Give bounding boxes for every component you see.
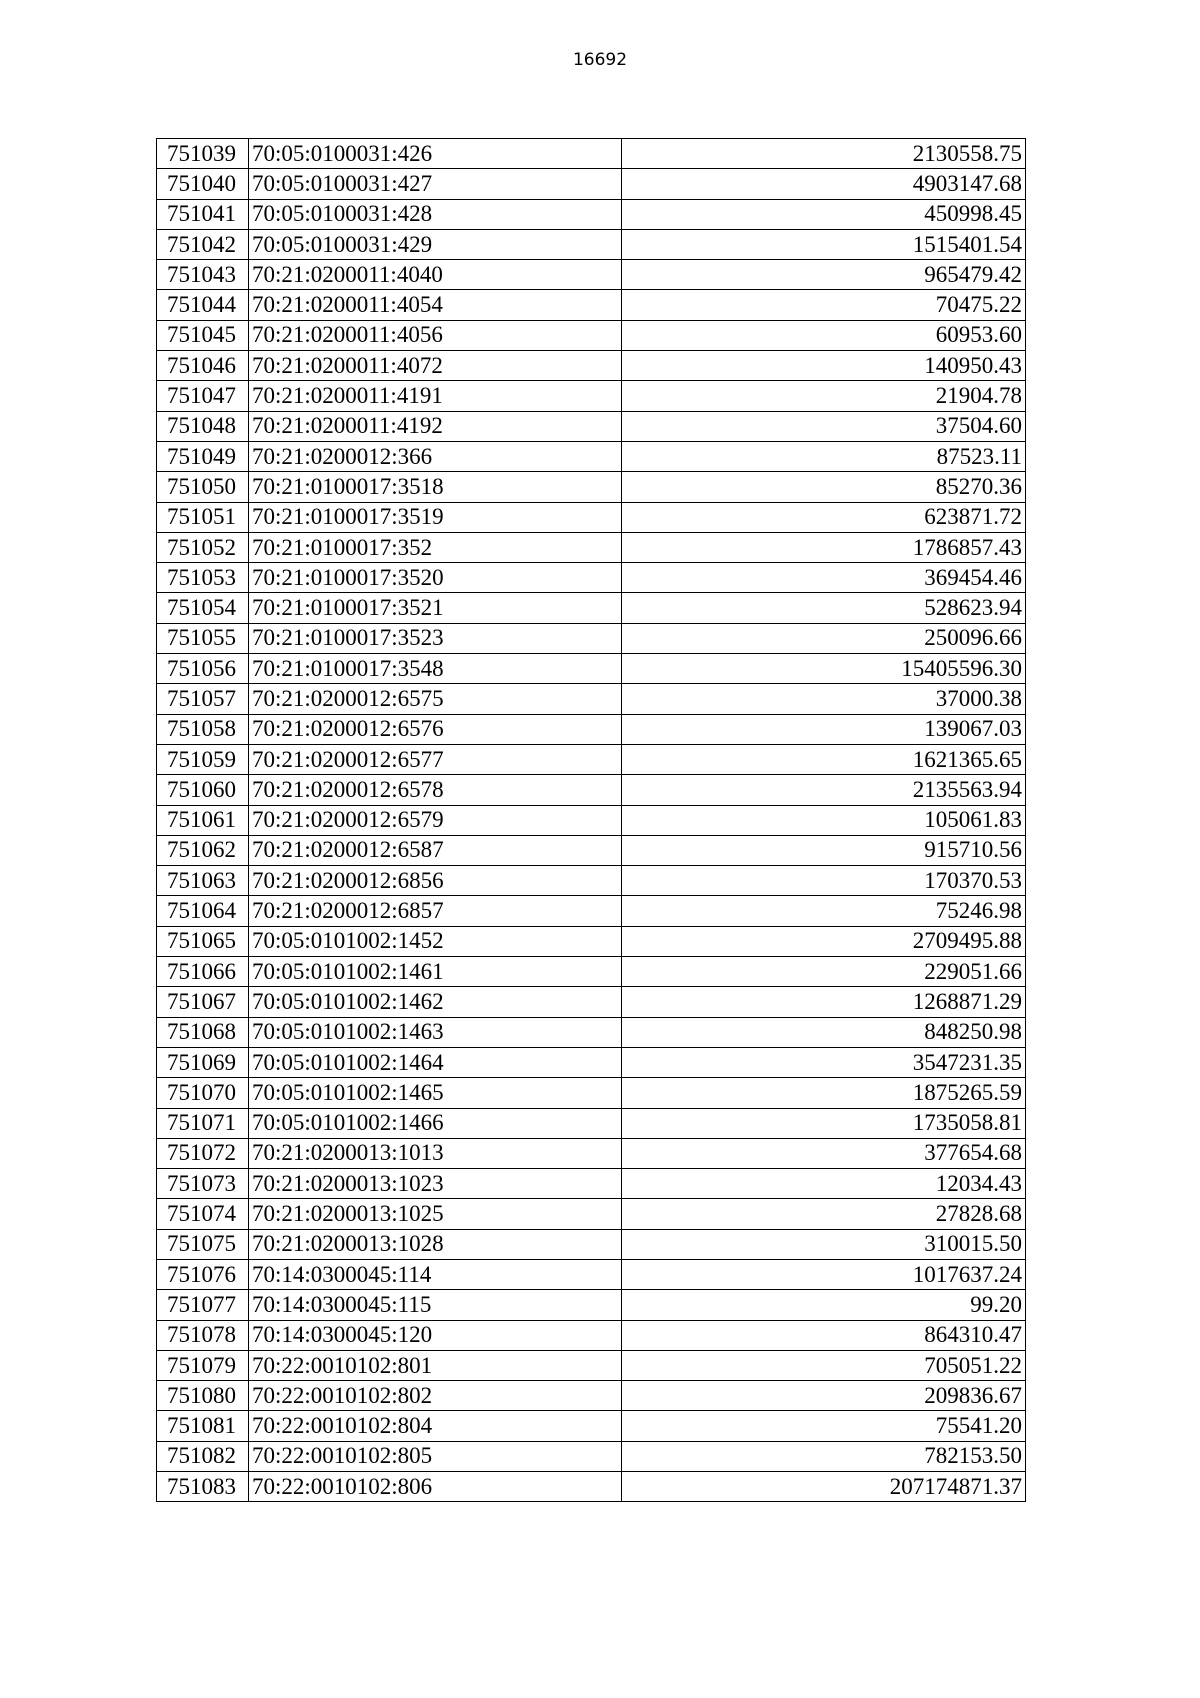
table-row: [157, 1047, 1026, 1077]
row-number-cell: 751081: [157, 1411, 249, 1441]
cadastral-number-cell: 70:22:0010102:806: [249, 1472, 622, 1502]
value-cell: 4903147.68: [622, 169, 1026, 199]
cadastral-number-cell: 70:21:0200012:6577: [249, 744, 622, 774]
row-number-cell: 751076: [157, 1259, 249, 1289]
value-cell: 15405596.30: [622, 654, 1026, 684]
table-row: [157, 987, 1026, 1017]
cadastral-number-cell: 70:05:0101002:1462: [249, 987, 622, 1017]
row-number-cell: 751039: [157, 139, 249, 169]
row-number-cell: 751082: [157, 1441, 249, 1471]
value-cell: 528623.94: [622, 593, 1026, 623]
cadastral-number-cell: 70:21:0200011:4192: [249, 411, 622, 441]
value-cell: 915710.56: [622, 835, 1026, 865]
value-cell: 369454.46: [622, 563, 1026, 593]
cadastral-number-cell: 70:21:0200012:6576: [249, 714, 622, 744]
value-cell: 1017637.24: [622, 1259, 1026, 1289]
cadastral-number-cell: 70:21:0200013:1025: [249, 1199, 622, 1229]
row-number-cell: 751073: [157, 1169, 249, 1199]
value-cell: 1875265.59: [622, 1078, 1026, 1108]
value-cell: 864310.47: [622, 1320, 1026, 1350]
table-row: [157, 502, 1026, 532]
cadastral-number-cell: 70:22:0010102:801: [249, 1350, 622, 1380]
table-row: [157, 320, 1026, 350]
cadastral-number-cell: 70:21:0100017:3518: [249, 472, 622, 502]
cadastral-number-cell: 70:21:0100017:3523: [249, 623, 622, 653]
cadastral-number-cell: 70:05:0101002:1452: [249, 926, 622, 956]
row-number-cell: 751069: [157, 1047, 249, 1077]
table-row: [157, 957, 1026, 987]
value-cell: 21904.78: [622, 381, 1026, 411]
row-number-cell: 751078: [157, 1320, 249, 1350]
value-cell: 105061.83: [622, 805, 1026, 835]
table-row: [157, 1381, 1026, 1411]
row-number-cell: 751045: [157, 320, 249, 350]
data-table: [156, 138, 1026, 1502]
value-cell: 1786857.43: [622, 532, 1026, 562]
cadastral-number-cell: 70:21:0200012:6587: [249, 835, 622, 865]
table-row: [157, 1138, 1026, 1168]
value-cell: 70475.22: [622, 290, 1026, 320]
cadastral-number-cell: 70:05:0101002:1461: [249, 957, 622, 987]
cadastral-number-cell: 70:21:0200012:6857: [249, 896, 622, 926]
row-number-cell: 751041: [157, 199, 249, 229]
row-number-cell: 751075: [157, 1229, 249, 1259]
value-cell: 1621365.65: [622, 744, 1026, 774]
value-cell: 27828.68: [622, 1199, 1026, 1229]
cadastral-number-cell: 70:22:0010102:804: [249, 1411, 622, 1441]
row-number-cell: 751079: [157, 1350, 249, 1380]
cadastral-number-cell: 70:05:0101002:1465: [249, 1078, 622, 1108]
table-row: [157, 139, 1026, 169]
value-cell: 2709495.88: [622, 926, 1026, 956]
row-number-cell: 751072: [157, 1138, 249, 1168]
table-row: [157, 381, 1026, 411]
row-number-cell: 751062: [157, 835, 249, 865]
cadastral-number-cell: 70:21:0200012:6575: [249, 684, 622, 714]
row-number-cell: 751068: [157, 1017, 249, 1047]
table-row: [157, 1078, 1026, 1108]
value-cell: 75246.98: [622, 896, 1026, 926]
row-number-cell: 751071: [157, 1108, 249, 1138]
cadastral-number-cell: 70:05:0101002:1466: [249, 1108, 622, 1138]
cadastral-number-cell: 70:21:0200012:6578: [249, 775, 622, 805]
table-row: [157, 1229, 1026, 1259]
value-cell: 85270.36: [622, 472, 1026, 502]
table-row: [157, 926, 1026, 956]
value-cell: 1735058.81: [622, 1108, 1026, 1138]
value-cell: 377654.68: [622, 1138, 1026, 1168]
value-cell: 782153.50: [622, 1441, 1026, 1471]
row-number-cell: 751070: [157, 1078, 249, 1108]
page-number: 16692: [572, 50, 628, 70]
row-number-cell: 751054: [157, 593, 249, 623]
row-number-cell: 751048: [157, 411, 249, 441]
table-row: [157, 411, 1026, 441]
cadastral-number-cell: 70:21:0200011:4072: [249, 351, 622, 381]
table-row: [157, 441, 1026, 471]
table-row: [157, 1472, 1026, 1502]
cadastral-number-cell: 70:14:0300045:114: [249, 1259, 622, 1289]
cadastral-number-cell: 70:05:0100031:427: [249, 169, 622, 199]
row-number-cell: 751042: [157, 229, 249, 259]
table-row: [157, 1017, 1026, 1047]
cadastral-number-cell: 70:05:0101002:1463: [249, 1017, 622, 1047]
value-cell: 705051.22: [622, 1350, 1026, 1380]
table-row: [157, 1320, 1026, 1350]
row-number-cell: 751051: [157, 502, 249, 532]
table-row: [157, 169, 1026, 199]
cadastral-number-cell: 70:21:0200011:4040: [249, 260, 622, 290]
table-row: [157, 623, 1026, 653]
value-cell: 2130558.75: [622, 139, 1026, 169]
cadastral-number-cell: 70:21:0200012:366: [249, 441, 622, 471]
value-cell: 848250.98: [622, 1017, 1026, 1047]
table-row: [157, 835, 1026, 865]
row-number-cell: 751074: [157, 1199, 249, 1229]
table-row: [157, 260, 1026, 290]
table-row: [157, 1199, 1026, 1229]
value-cell: 310015.50: [622, 1229, 1026, 1259]
table-row: [157, 805, 1026, 835]
value-cell: 37504.60: [622, 411, 1026, 441]
table-row: [157, 351, 1026, 381]
value-cell: 207174871.37: [622, 1472, 1026, 1502]
row-number-cell: 751056: [157, 654, 249, 684]
value-cell: 75541.20: [622, 1411, 1026, 1441]
value-cell: 965479.42: [622, 260, 1026, 290]
value-cell: 250096.66: [622, 623, 1026, 653]
value-cell: 623871.72: [622, 502, 1026, 532]
cadastral-number-cell: 70:21:0200012:6579: [249, 805, 622, 835]
table-row: [157, 1350, 1026, 1380]
cadastral-number-cell: 70:21:0100017:3520: [249, 563, 622, 593]
table-row: [157, 290, 1026, 320]
cadastral-number-cell: 70:21:0100017:3521: [249, 593, 622, 623]
cadastral-number-cell: 70:21:0200013:1013: [249, 1138, 622, 1168]
value-cell: 140950.43: [622, 351, 1026, 381]
table-row: [157, 1441, 1026, 1471]
cadastral-number-cell: 70:14:0300045:115: [249, 1290, 622, 1320]
row-number-cell: 751064: [157, 896, 249, 926]
row-number-cell: 751052: [157, 532, 249, 562]
value-cell: 1515401.54: [622, 229, 1026, 259]
cadastral-number-cell: 70:21:0200011:4054: [249, 290, 622, 320]
value-cell: 450998.45: [622, 199, 1026, 229]
row-number-cell: 751040: [157, 169, 249, 199]
table-row: [157, 654, 1026, 684]
row-number-cell: 751057: [157, 684, 249, 714]
data-table-container: [156, 138, 1026, 1502]
table-row: [157, 714, 1026, 744]
cadastral-number-cell: 70:21:0100017:3519: [249, 502, 622, 532]
row-number-cell: 751060: [157, 775, 249, 805]
cadastral-number-cell: 70:14:0300045:120: [249, 1320, 622, 1350]
row-number-cell: 751053: [157, 563, 249, 593]
table-row: [157, 532, 1026, 562]
table-row: [157, 563, 1026, 593]
row-number-cell: 751043: [157, 260, 249, 290]
row-number-cell: 751077: [157, 1290, 249, 1320]
table-row: [157, 1290, 1026, 1320]
row-number-cell: 751058: [157, 714, 249, 744]
table-row: [157, 229, 1026, 259]
row-number-cell: 751046: [157, 351, 249, 381]
table-row: [157, 896, 1026, 926]
table-row: [157, 1411, 1026, 1441]
cadastral-number-cell: 70:05:0100031:426: [249, 139, 622, 169]
table-row: [157, 866, 1026, 896]
row-number-cell: 751055: [157, 623, 249, 653]
value-cell: 2135563.94: [622, 775, 1026, 805]
table-row: [157, 684, 1026, 714]
row-number-cell: 751065: [157, 926, 249, 956]
cadastral-number-cell: 70:21:0200011:4191: [249, 381, 622, 411]
table-body: [157, 139, 1026, 1502]
value-cell: 60953.60: [622, 320, 1026, 350]
row-number-cell: 751080: [157, 1381, 249, 1411]
row-number-cell: 751049: [157, 441, 249, 471]
table-row: [157, 775, 1026, 805]
value-cell: 37000.38: [622, 684, 1026, 714]
cadastral-number-cell: 70:22:0010102:802: [249, 1381, 622, 1411]
table-row: [157, 744, 1026, 774]
table-row: [157, 472, 1026, 502]
cadastral-number-cell: 70:21:0200012:6856: [249, 866, 622, 896]
value-cell: 229051.66: [622, 957, 1026, 987]
row-number-cell: 751061: [157, 805, 249, 835]
row-number-cell: 751067: [157, 987, 249, 1017]
table-row: [157, 1108, 1026, 1138]
row-number-cell: 751047: [157, 381, 249, 411]
row-number-cell: 751050: [157, 472, 249, 502]
value-cell: 87523.11: [622, 441, 1026, 471]
cadastral-number-cell: 70:21:0200011:4056: [249, 320, 622, 350]
value-cell: 3547231.35: [622, 1047, 1026, 1077]
row-number-cell: 751063: [157, 866, 249, 896]
cadastral-number-cell: 70:05:0101002:1464: [249, 1047, 622, 1077]
value-cell: 209836.67: [622, 1381, 1026, 1411]
value-cell: 170370.53: [622, 866, 1026, 896]
table-row: [157, 1259, 1026, 1289]
row-number-cell: 751059: [157, 744, 249, 774]
cadastral-number-cell: 70:21:0100017:3548: [249, 654, 622, 684]
table-row: [157, 593, 1026, 623]
table-row: [157, 199, 1026, 229]
value-cell: 139067.03: [622, 714, 1026, 744]
row-number-cell: 751044: [157, 290, 249, 320]
cadastral-number-cell: 70:21:0100017:352: [249, 532, 622, 562]
value-cell: 1268871.29: [622, 987, 1026, 1017]
row-number-cell: 751083: [157, 1472, 249, 1502]
table-row: [157, 1169, 1026, 1199]
value-cell: 99.20: [622, 1290, 1026, 1320]
cadastral-number-cell: 70:22:0010102:805: [249, 1441, 622, 1471]
row-number-cell: 751066: [157, 957, 249, 987]
value-cell: 12034.43: [622, 1169, 1026, 1199]
cadastral-number-cell: 70:21:0200013:1023: [249, 1169, 622, 1199]
cadastral-number-cell: 70:05:0100031:428: [249, 199, 622, 229]
cadastral-number-cell: 70:05:0100031:429: [249, 229, 622, 259]
cadastral-number-cell: 70:21:0200013:1028: [249, 1229, 622, 1259]
